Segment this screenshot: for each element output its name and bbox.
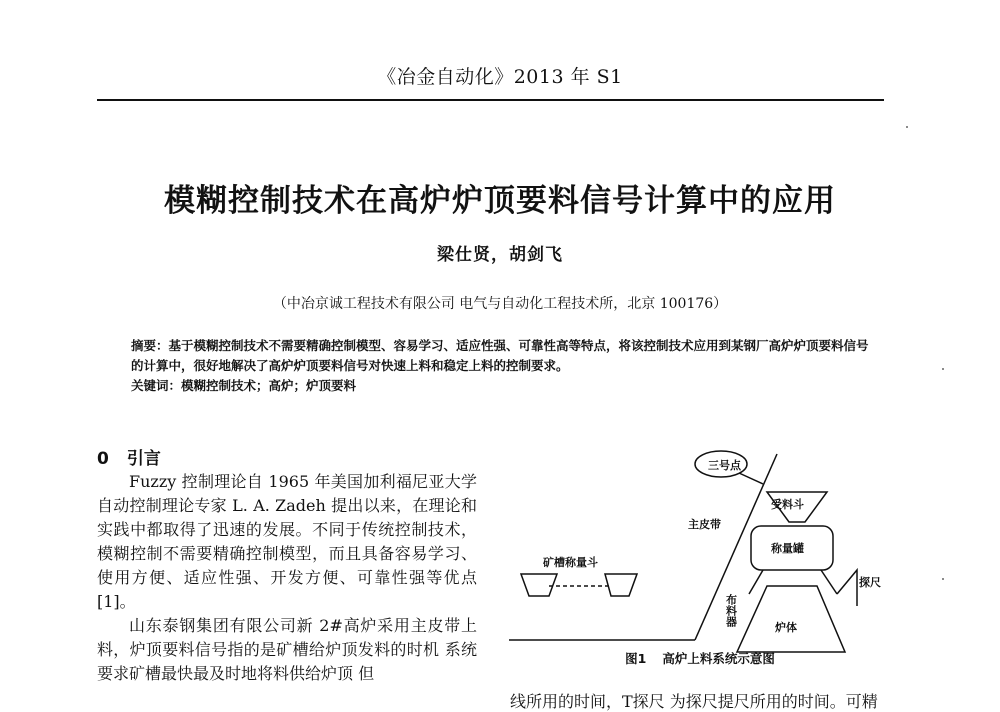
body-text-column [97, 470, 477, 686]
abstract-text: 摘要：基于模糊控制技术不需要精确控制模型、容易学习、适应性强、可靠性高等特点，将该控制技术应用到某钢厂高炉炉顶要料信号的计算中，很好地解决了高炉炉顶要料信号对快速上料和稳定上料的控制要求。 [131, 338, 869, 373]
figure-caption [505, 649, 895, 667]
paragraph-1: Fuzzy 控制理论自 1965 年美国加利福尼亚大学自动控制理论专家 L. A. Zadeh 提出以来，在理论和实践中都取得了迅速的发展。不同于传统控制技术，模糊控制不需要精确控制模型，而且具备容易学习、使用方便、适应性强、开发方便、可靠性强等优点[1]。 [97, 472, 477, 611]
section-heading [97, 444, 161, 469]
scan-speck [942, 578, 944, 580]
section-title: 引言 [126, 449, 161, 469]
keywords: 关键词：模糊控制技术；高炉；炉顶要料 [131, 378, 357, 393]
scan-speck [906, 126, 908, 128]
label-probe: 探尺 [859, 576, 881, 589]
label-ore-hopper: 矿槽称量斗 [543, 556, 598, 569]
feeding-system-diagram [505, 446, 895, 661]
abstract-block [131, 336, 871, 396]
label-point3: 三号点 [708, 459, 741, 472]
journal-header: 《冶金自动化》2013 年 S1 [377, 66, 623, 88]
caption-text: 高炉上料系统示意图 [662, 651, 775, 666]
ore-hopper-left [521, 574, 557, 596]
label-belt: 主皮带 [688, 518, 721, 531]
scan-speck [942, 368, 944, 370]
label-distributor: 布料器 [724, 594, 738, 627]
paragraph-2: 山东泰钢集团有限公司新 2#高炉采用主皮带上料，炉顶要料信号指的是矿槽给炉顶发料的时机 系统要求矿槽最快最及时地将料供给炉顶 但 [97, 616, 477, 683]
label-weigh-tank: 称量罐 [771, 542, 804, 555]
paper-title: 模糊控制技术在高炉炉顶要料信号计算中的应用 [164, 183, 836, 219]
affiliation: （中冶京诚工程技术有限公司 电气与自动化工程技术所，北京 100176） [272, 296, 728, 312]
right-column-text: 线所用的时间，T探尺 为探尺提尺所用的时间。可精 [510, 692, 878, 711]
label-hopper: 受料斗 [771, 498, 804, 511]
figure-blast-furnace-feeding [505, 446, 895, 661]
furnace-body [737, 586, 845, 652]
ore-hopper-right [605, 574, 637, 596]
label-furnace: 炉体 [775, 621, 797, 634]
section-number: 0 [97, 449, 109, 469]
caption-number: 图1 [625, 651, 647, 666]
probe-rod [837, 570, 857, 606]
callout-line [739, 473, 763, 484]
authors: 梁仕贤，胡剑飞 [437, 245, 563, 265]
header-rule [97, 99, 884, 101]
